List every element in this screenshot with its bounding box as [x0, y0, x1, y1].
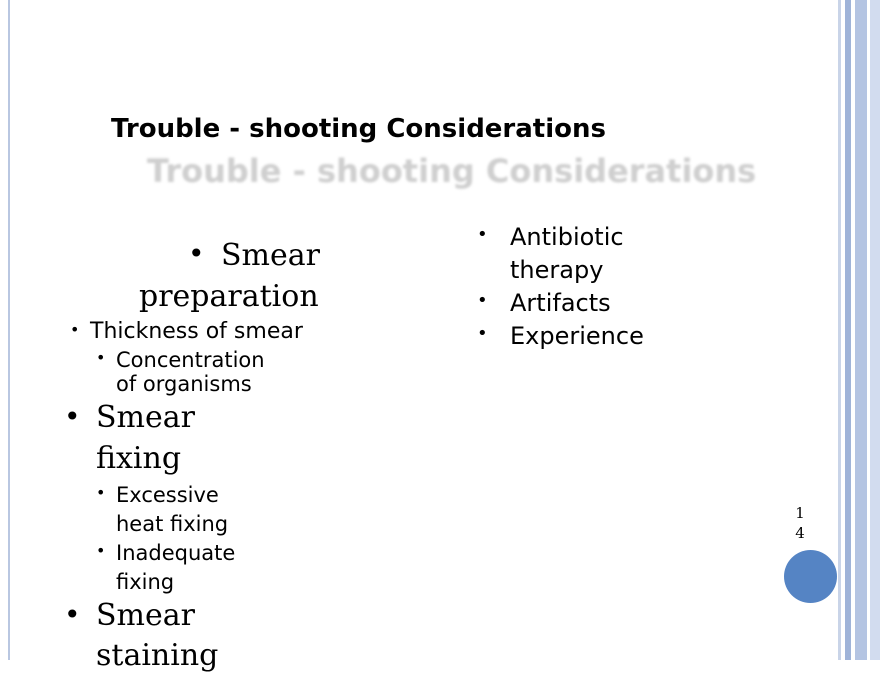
- slide-title-shadow: Trouble - shooting Considerations: [147, 152, 757, 190]
- slide-frame-stripe: [838, 0, 841, 660]
- bullet-inadequate-fixing: Inadequate: [116, 541, 236, 565]
- bullet-artifacts: Artifacts: [510, 289, 611, 317]
- slide-frame-stripe: [845, 0, 851, 660]
- slide-frame-stripe: [855, 0, 867, 660]
- bullet-smear-preparation-cont: preparation: [139, 279, 319, 314]
- bullet-concentration-cont: of organisms: [116, 372, 252, 396]
- bullet-excessive-heat-fixing-cont: heat fixing: [116, 512, 229, 536]
- bullet-icon: •: [70, 320, 80, 339]
- bullet-concentration: Concentration: [116, 348, 265, 372]
- bullet-smear-preparation: Smear: [221, 238, 320, 273]
- page-number-circle: [784, 550, 837, 603]
- bullet-excessive-heat-fixing: Excessive: [116, 483, 219, 507]
- bullet-thickness-of-smear: Thickness of smear: [90, 319, 303, 344]
- bullet-experience: Experience: [510, 322, 644, 350]
- bullet-smear-staining: Smear: [96, 598, 195, 633]
- bullet-icon: •: [96, 348, 106, 367]
- slide-left-border: [8, 0, 10, 660]
- page-number: 1 4: [795, 504, 805, 542]
- bullet-icon: •: [96, 483, 106, 502]
- bullet-smear-fixing: Smear: [96, 400, 195, 435]
- bullet-icon: •: [64, 400, 81, 433]
- bullet-icon: •: [477, 323, 488, 344]
- bullet-smear-staining-cont: staining: [96, 638, 219, 673]
- slide-frame-stripe: [870, 0, 880, 660]
- bullet-icon: •: [477, 224, 488, 245]
- bullet-smear-fixing-cont: fixing: [96, 441, 182, 476]
- bullet-antibiotic-therapy-cont: therapy: [510, 256, 604, 284]
- bullet-icon: •: [477, 290, 488, 311]
- slide-title: Trouble - shooting Considerations: [111, 114, 606, 144]
- bullet-inadequate-fixing-cont: fixing: [116, 570, 175, 594]
- bullet-icon: •: [96, 541, 106, 560]
- bullet-antibiotic-therapy: Antibiotic: [510, 223, 624, 251]
- bullet-icon: •: [64, 598, 81, 631]
- bullet-icon: •: [188, 237, 205, 270]
